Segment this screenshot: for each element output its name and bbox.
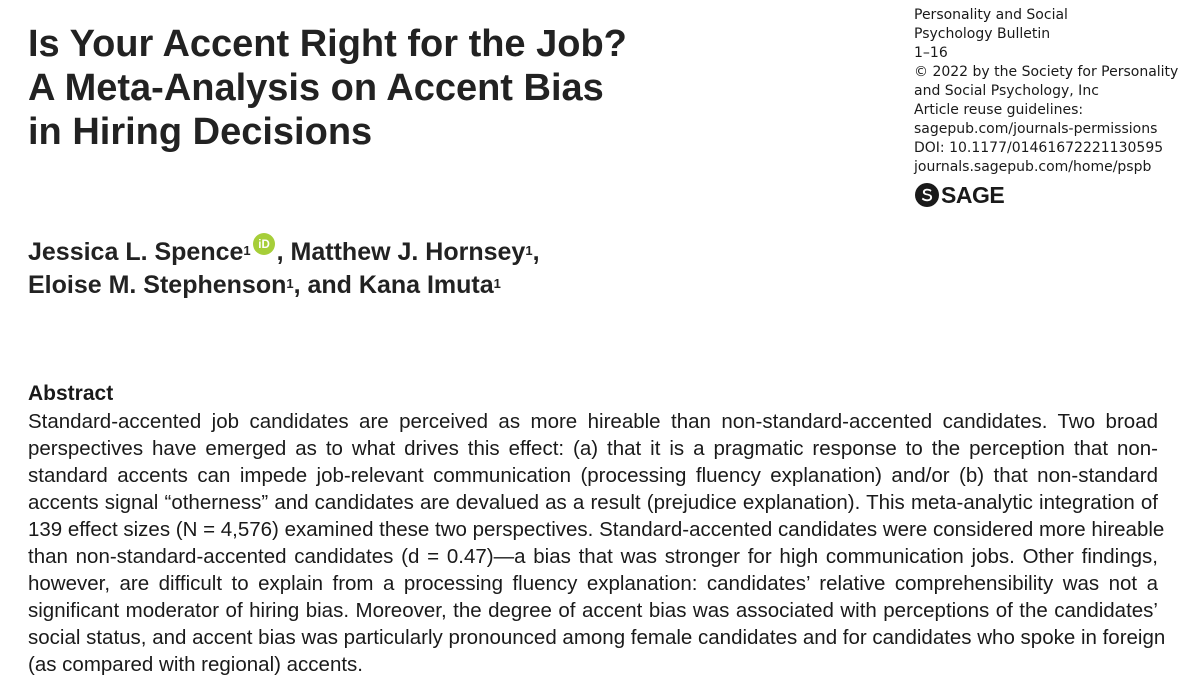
abstract-line: significant moderator of hiring bias. Moreover, the degree of accent bias was associated with perceptions of the candidates’ bbox=[28, 599, 1158, 622]
sage-logo bbox=[914, 182, 1004, 208]
abstract-line: Standard-accented job candidates are perceived as more hireable than non-standard-accented candidates. Two broad bbox=[28, 410, 1158, 433]
affiliation-mark: 1 bbox=[493, 276, 501, 291]
title-line: A Meta-Analysis on Accent Bias bbox=[28, 67, 604, 109]
abstract-line: social status, and accent bias was particularly pronounced among female candidates and for candidates who spoke in foreign bbox=[28, 626, 1166, 649]
author-separator: , bbox=[532, 238, 540, 266]
journal-home-link[interactable]: journals.sagepub.com/home/pspb bbox=[914, 159, 1152, 175]
abstract-line: than non-standard-accented candidates (d = 0.47)—a bias that was stronger for high communication jobs. Other findings, bbox=[28, 545, 1158, 568]
author-name: Kana Imuta bbox=[358, 271, 494, 299]
title-line: Is Your Accent Right for the Job? bbox=[28, 23, 627, 65]
author-separator: , and bbox=[293, 271, 352, 299]
orcid-icon[interactable] bbox=[253, 233, 275, 255]
doi-link[interactable]: DOI: 10.1177/01461672221130595 bbox=[914, 140, 1164, 156]
page-range: 1–16 bbox=[914, 45, 948, 61]
reuse-guidelines-link[interactable]: sagepub.com/journals-permissions bbox=[914, 121, 1158, 137]
author-name: Jessica L. Spence bbox=[28, 238, 244, 266]
author-name: Eloise M. Stephenson bbox=[28, 271, 287, 299]
title-line: in Hiring Decisions bbox=[28, 111, 373, 153]
abstract-line: perspectives have emerged as to what drives this effect: (a) that it is a pragmatic response to the perception that non- bbox=[28, 437, 1158, 460]
affiliation-mark: 1 bbox=[525, 243, 533, 258]
author-line bbox=[28, 236, 788, 269]
orcid-label: iD bbox=[257, 239, 270, 252]
copyright-line: and Social Psychology, Inc bbox=[914, 83, 1099, 99]
journal-info bbox=[914, 6, 1194, 177]
abstract-body bbox=[28, 408, 1166, 678]
abstract-line: however, are difficult to explain from a processing fluency explanation: candidates’ relative comprehensibility was not a bbox=[28, 572, 1158, 595]
author-name: Matthew J. Hornsey bbox=[290, 238, 526, 266]
affiliation-mark: 1 bbox=[243, 243, 251, 258]
affiliation-mark: 1 bbox=[286, 276, 294, 291]
abstract-line: accents signal “otherness” and candidates are devalued as a result (prejudice explanation). This meta-analytic integration of bbox=[28, 491, 1158, 514]
author-list bbox=[28, 236, 788, 302]
author-separator: , bbox=[276, 238, 284, 266]
author-line bbox=[28, 269, 788, 302]
journal-name-line: Psychology Bulletin bbox=[914, 26, 1051, 42]
abstract-heading: Abstract bbox=[28, 382, 114, 405]
article-title bbox=[28, 22, 748, 154]
abstract-line: (as compared with regional) accents. bbox=[28, 653, 363, 676]
copyright-line: © 2022 by the Society for Personality bbox=[914, 64, 1179, 80]
journal-name-line: Personality and Social bbox=[914, 7, 1068, 23]
sage-s-icon bbox=[914, 182, 940, 208]
abstract-line: 139 effect sizes (N = 4,576) examined these two perspectives. Standard-accented candidates were considered more hireable bbox=[28, 518, 1165, 541]
reuse-guidelines-label: Article reuse guidelines: bbox=[914, 102, 1084, 118]
sage-logo-text: SAGE bbox=[941, 182, 1005, 208]
abstract-line: standard accents can impede job-relevant communication (processing fluency explanation) and/or (b) that non-standard bbox=[28, 464, 1158, 487]
